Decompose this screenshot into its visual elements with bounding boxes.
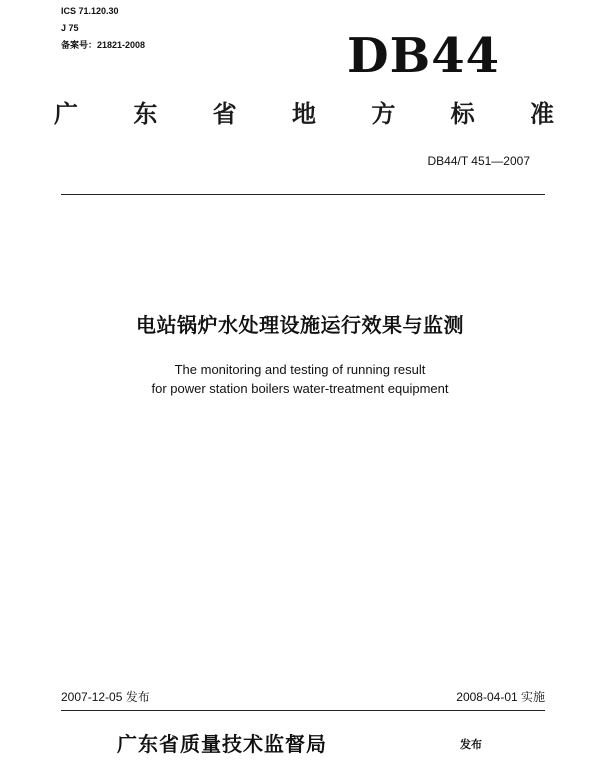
standard-type-char: 东 [133,100,158,128]
issue-date: 2007-12-05 发布 [61,690,150,704]
document-title-zh: 电站锅炉水处理设施运行效果与监测 [136,313,464,337]
standard-number: DB44/T 451—2007 [427,154,530,168]
standard-type-char: 地 [291,100,316,128]
standard-type-char: 标 [450,100,475,128]
standard-type-heading [54,98,554,130]
issuing-authority: 广东省质量技术监督局 [117,732,327,756]
ics-code: ICS 71.120.30 [61,6,119,16]
standard-type-char: 准 [529,100,554,128]
bottom-divider [61,710,545,711]
top-divider [61,194,545,195]
standard-type-char: 广 [54,100,78,128]
filing-number: 备案号：21821-2008 [61,40,146,50]
ccs-code: J 75 [61,23,79,33]
standard-code-logo: DB44 [347,28,500,84]
implementation-date: 2008-04-01 实施 [456,690,545,704]
standard-type-char: 省 [212,100,237,128]
document-title-en-line: The monitoring and testing of running result [174,362,426,377]
document-title-en-line: for power station boilers water-treatment equipment [151,381,449,396]
issuing-authority-suffix: 发布 [460,738,482,751]
standard-type-char: 方 [371,100,396,128]
